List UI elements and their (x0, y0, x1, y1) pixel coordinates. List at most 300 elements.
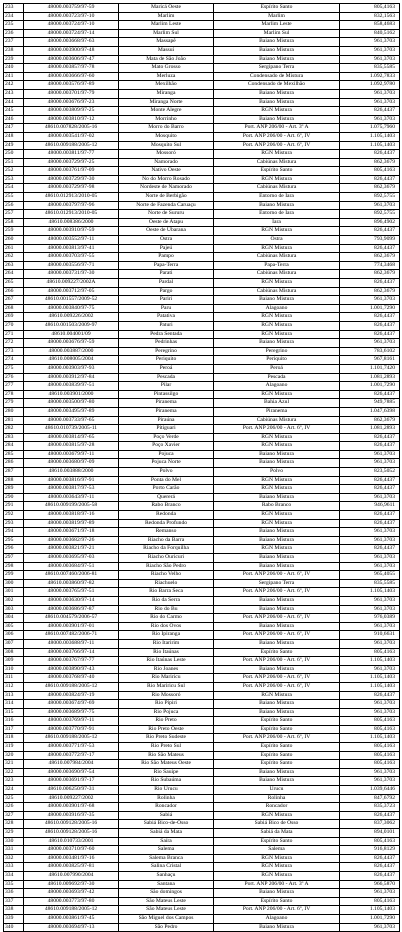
field-name: Riacho da Forquilha (119, 545, 214, 554)
table-row (4, 476, 400, 485)
process-number: 48000.003821/97-21 (24, 545, 119, 554)
table-row (4, 201, 400, 210)
price-value: 961,3703 (340, 622, 400, 631)
row-number: 250 (4, 150, 24, 159)
reference-crude: Port. ANP 206/00 - Art. 3º A (214, 880, 340, 889)
reference-crude: Ostra (214, 236, 340, 245)
field-name: Riacho da Barra (119, 536, 214, 545)
price-value: 1.092,7833 (340, 72, 400, 81)
process-number: 48000.003901/97-01 (24, 622, 119, 631)
row-number: 326 (4, 803, 24, 812)
table-row (4, 674, 400, 683)
field-name: Rio Preto (119, 717, 214, 726)
reference-crude: Sergipano Terra (214, 579, 340, 588)
table-row (4, 743, 400, 752)
reference-crude: RGN Mistura (214, 442, 340, 451)
reference-crude: Espírito Santo (214, 648, 340, 657)
price-value: 826,4437 (340, 871, 400, 880)
reference-crude: Marlim (214, 12, 340, 21)
row-number: 237 (4, 38, 24, 47)
process-number: 48000.003671/97-18 (24, 528, 119, 537)
price-value: 826,4437 (340, 511, 400, 520)
process-number: 48000.003495/97-89 (24, 407, 119, 416)
field-name: Rio Mariricu (119, 674, 214, 683)
field-name: Peregrino (119, 347, 214, 356)
reference-crude: Baiano Mistura (214, 450, 340, 459)
table-row (4, 356, 400, 365)
price-value: 826,4437 (340, 863, 400, 872)
field-name: Saíra (119, 837, 214, 846)
table-row (4, 12, 400, 21)
process-number: 48000.003686/97-87 (24, 605, 119, 614)
field-name: Roncador (119, 803, 214, 812)
row-number: 277 (4, 382, 24, 391)
row-number: 264 (4, 270, 24, 279)
field-name: Rio Pojuca (119, 708, 214, 717)
process-number: 48000.003693/97-42 (24, 889, 119, 898)
process-number: 48000.003861/97-45 (24, 914, 119, 923)
price-value: 1.105,1403 (340, 132, 400, 141)
process-number: 48000.003729/97-98 (24, 184, 119, 193)
table-row (4, 811, 400, 820)
reference-crude: Baiano Mistura (214, 55, 340, 64)
reference-crude: RGN Mistura (214, 545, 340, 554)
price-value: 910,6631 (340, 631, 400, 640)
table-row (4, 725, 400, 734)
price-value: 835,5585 (340, 64, 400, 73)
reference-crude: Espírito Santo (214, 743, 340, 752)
row-number: 233 (4, 4, 24, 13)
field-name: Papa-Terra (119, 261, 214, 270)
price-value: 826,4437 (340, 330, 400, 339)
process-number: 48610.010733/2001 (24, 837, 119, 846)
price-value: 961,3703 (340, 923, 400, 932)
table-row (4, 880, 400, 889)
reference-crude: Espírito Santo (214, 760, 340, 769)
table-row (4, 244, 400, 253)
price-value: 826,4437 (340, 175, 400, 184)
field-name: Pescada (119, 373, 214, 382)
reference-crude: Papa-Terra (214, 261, 340, 270)
reference-crude: Alagoano (214, 304, 340, 313)
table-row (4, 854, 400, 863)
field-name: Pojuca Norte (119, 459, 214, 468)
process-number: 48000.003900/97-48 (24, 46, 119, 55)
field-name: Rio Subaúma (119, 777, 214, 786)
reference-crude: Sabiá da Mata (214, 829, 340, 838)
price-value: 823,5052 (340, 468, 400, 477)
reference-crude: RGN Mistura (214, 811, 340, 820)
reference-crude: Port. ANP 206/00 - Art. 6º, IV (214, 674, 340, 683)
field-name: Miranga (119, 89, 214, 98)
field-name: Rio Urucu (119, 786, 214, 795)
price-value: 826,4437 (340, 227, 400, 236)
row-number: 297 (4, 554, 24, 563)
reference-crude: RGN Mistura (214, 330, 340, 339)
table-row (4, 786, 400, 795)
price-value: 961,3703 (340, 554, 400, 563)
field-name: Salema Branca (119, 854, 214, 863)
field-name: Pedra Sentada (119, 330, 214, 339)
reference-crude: Roncador (214, 803, 340, 812)
process-number: 48000.003674/97-69 (24, 700, 119, 709)
process-number: 48000.003679/97-11 (24, 450, 119, 459)
reference-crude: RGN Mistura (214, 691, 340, 700)
table-row (4, 270, 400, 279)
process-number: 48000.003817/97-53 (24, 485, 119, 494)
price-value: 783,6102 (340, 347, 400, 356)
row-number: 336 (4, 889, 24, 898)
price-value: 961,3703 (340, 768, 400, 777)
field-name: Patativa (119, 313, 214, 322)
row-number: 235 (4, 21, 24, 30)
row-number: 261 (4, 244, 24, 253)
process-number: 48000.003691/97-17 (24, 777, 119, 786)
row-number: 318 (4, 734, 24, 743)
reference-crude: Peroá (214, 364, 340, 373)
row-number: 300 (4, 579, 24, 588)
table-row (4, 399, 400, 408)
process-number: 48000.003676/97-23 (24, 98, 119, 107)
row-number: 272 (4, 339, 24, 348)
reference-crude: Baiano Mistura (214, 605, 340, 614)
row-number: 245 (4, 107, 24, 116)
table-row (4, 98, 400, 107)
field-name: Polvo (119, 468, 214, 477)
table-row (4, 734, 400, 743)
process-number: 48000.003824/97-19 (24, 691, 119, 700)
table-row (4, 519, 400, 528)
field-name: Porto Carão (119, 485, 214, 494)
row-number: 331 (4, 846, 24, 855)
process-number: 48000.003731/97-30 (24, 270, 119, 279)
reference-crude: Baiano Mistura (214, 777, 340, 786)
process-number: 48000.003840/97-75 (24, 304, 119, 313)
row-number: 308 (4, 648, 24, 657)
row-number: 311 (4, 674, 24, 683)
table-row (4, 390, 400, 399)
process-number: 48000.003813/97-41 (24, 244, 119, 253)
field-name: Rio São Mateus Oeste (119, 760, 214, 769)
field-name: Paturi (119, 321, 214, 330)
reference-crude: RGN Mistura (214, 871, 340, 880)
process-number: 48000.003541/97-02 (24, 132, 119, 141)
reference-crude: Piranema (214, 407, 340, 416)
process-number: 48610.007984/2004 (24, 760, 119, 769)
process-number: 48000.003701/97-79 (24, 89, 119, 98)
reference-crude: Baiano Mistura (214, 596, 340, 605)
price-value: 805,4163 (340, 760, 400, 769)
row-number: 306 (4, 631, 24, 640)
price-value: 793,9099 (340, 236, 400, 245)
field-name: Nordeste de Namorado (119, 184, 214, 193)
table-row (4, 502, 400, 511)
process-number: 48000.003810/97-12 (24, 115, 119, 124)
process-number: 48000.003552/97-11 (24, 236, 119, 245)
field-name: Piranema (119, 399, 214, 408)
field-name: Morro do Barro (119, 124, 214, 133)
reference-crude: Baiano Mistura (214, 339, 340, 348)
row-number: 304 (4, 614, 24, 623)
field-name: Riacho Ouricuri (119, 554, 214, 563)
process-number: 48610.009188/2005-12 (24, 141, 119, 150)
reference-crude: RGN Mistura (214, 244, 340, 253)
field-name: Pampo (119, 253, 214, 262)
price-value: 896,4902 (340, 218, 400, 227)
row-number: 243 (4, 89, 24, 98)
field-name: Marlim Leste (119, 21, 214, 30)
process-number: 48610.009188/2005-12 (24, 734, 119, 743)
table-row (4, 141, 400, 150)
price-value: 826,4437 (340, 150, 400, 159)
row-number: 287 (4, 468, 24, 477)
price-value: 961,3703 (340, 339, 400, 348)
reference-crude: Entorno de Iara (214, 193, 340, 202)
price-value: 805,4163 (340, 717, 400, 726)
row-number: 253 (4, 175, 24, 184)
price-value: 961,3703 (340, 89, 400, 98)
process-number: 48000.003666/97-60 (24, 72, 119, 81)
process-number: 48610.003888/2000 (24, 468, 119, 477)
process-number: 48000.003668/97-63 (24, 38, 119, 47)
price-value: 961,3703 (340, 55, 400, 64)
table-row (4, 906, 400, 915)
process-number: 48610.012913/2010-05 (24, 210, 119, 219)
row-number: 328 (4, 820, 24, 829)
price-value: 805,4163 (340, 751, 400, 760)
price-value: 840,5162 (340, 29, 400, 38)
row-number: 324 (4, 786, 24, 795)
process-number: 48610.004001/09 (24, 330, 119, 339)
row-number: 273 (4, 347, 24, 356)
process-number: 48610.007460/2006-81 (24, 571, 119, 580)
table-body (4, 4, 400, 932)
reference-crude: Baiano Mistura (214, 493, 340, 502)
price-value: 826,4437 (340, 545, 400, 554)
process-number: 48000.003710/97-60 (24, 846, 119, 855)
price-value: 961,3703 (340, 562, 400, 571)
field-name: Massapê (119, 38, 214, 47)
row-number: 293 (4, 519, 24, 528)
field-name: Rolinha (119, 794, 214, 803)
price-value: 961,3703 (340, 98, 400, 107)
row-number: 325 (4, 794, 24, 803)
field-name: Quererá (119, 493, 214, 502)
price-value: 1.105,1403 (340, 588, 400, 597)
price-value: 965,4055 (340, 571, 400, 580)
reference-crude: Baiano Mistura (214, 38, 340, 47)
reference-crude: Port. ANP 206/00 - Art. 6º, IV (214, 132, 340, 141)
row-number: 257 (4, 210, 24, 219)
price-value: 961,3703 (340, 665, 400, 674)
table-row (4, 605, 400, 614)
reference-crude: Espírito Santo (214, 837, 340, 846)
row-number: 285 (4, 450, 24, 459)
table-row (4, 614, 400, 623)
process-number: 48000.003809/97-25 (24, 107, 119, 116)
table-row (4, 914, 400, 923)
table-row (4, 55, 400, 64)
price-value: 805,4163 (340, 725, 400, 734)
reference-crude: Espírito Santo (214, 717, 340, 726)
row-number: 234 (4, 12, 24, 21)
field-name: Mosquito (119, 132, 214, 141)
reference-crude: Salema (214, 846, 340, 855)
process-number: 48610.007990/2004 (24, 871, 119, 880)
process-number: 48000.003724/97-10 (24, 21, 119, 30)
process-number: 48610.009226/2002 (24, 313, 119, 322)
reference-crude: Baiano Mistura (214, 115, 340, 124)
process-number: 48610.007482/2006-71 (24, 631, 119, 640)
row-number: 301 (4, 588, 24, 597)
price-value: 946,9611 (340, 502, 400, 511)
process-number: 48000.003684/97-51 (24, 562, 119, 571)
row-number: 268 (4, 304, 24, 313)
reference-crude: RGN Mistura (214, 150, 340, 159)
process-number: 48000.003769/97-11 (24, 717, 119, 726)
row-number: 251 (4, 158, 24, 167)
field-name: Poço Verde (119, 433, 214, 442)
price-value: 1.101,7420 (340, 364, 400, 373)
price-value: 1.081,2893 (340, 425, 400, 434)
price-value: 966,5870 (340, 880, 400, 889)
reference-crude: Baiano Mistura (214, 201, 340, 210)
row-number: 316 (4, 717, 24, 726)
field-name: Rio Itaúnas Leste (119, 657, 214, 666)
process-number: 48000.003814/97-65 (24, 433, 119, 442)
row-number: 330 (4, 837, 24, 846)
table-row (4, 72, 400, 81)
field-name: Pintassilgo (119, 390, 214, 399)
price-value: 1.092,9780 (340, 81, 400, 90)
row-number: 338 (4, 906, 24, 915)
field-name: Pitiguari (119, 425, 214, 434)
row-number: 294 (4, 528, 24, 537)
row-number: 259 (4, 227, 24, 236)
field-name: Rio Sauipe (119, 768, 214, 777)
price-value: 774,3468 (340, 261, 400, 270)
process-number: 48610.003901/2000 (24, 390, 119, 399)
reference-crude: Alagoano (214, 914, 340, 923)
price-value: 826,4437 (340, 321, 400, 330)
price-value: 1.105,1403 (340, 906, 400, 915)
table-row (4, 210, 400, 219)
price-value: 892,5755 (340, 193, 400, 202)
row-number: 249 (4, 141, 24, 150)
field-name: Namorado (119, 158, 214, 167)
process-number: 48000.003910/97-59 (24, 227, 119, 236)
process-number: 48610.009692/97-30 (24, 880, 119, 889)
process-number: 48000.003768/97-40 (24, 674, 119, 683)
field-name: Rio São Mateus (119, 751, 214, 760)
process-number: 48000.003606/97-47 (24, 55, 119, 64)
field-name: Rio Joanes (119, 665, 214, 674)
process-number: 48000.003694/97-13 (24, 923, 119, 932)
row-number: 244 (4, 98, 24, 107)
field-name: Oeste de Ubarana (119, 227, 214, 236)
process-number: 48000.003811/97-77 (24, 150, 119, 159)
field-name: Ponta do Mel (119, 476, 214, 485)
reference-crude: Marlim Leste (214, 21, 340, 30)
process-number: 48000.003676/97-59 (24, 339, 119, 348)
table-row (4, 425, 400, 434)
process-number: 48610.008386/2000 (24, 218, 119, 227)
reference-crude: Urucu (214, 786, 340, 795)
price-value: 961,3703 (340, 38, 400, 47)
process-number: 48610.009199/2005-58 (24, 502, 119, 511)
price-value: 805,4163 (340, 837, 400, 846)
table-row (4, 768, 400, 777)
price-value: 961,3703 (340, 115, 400, 124)
field-name: Piranema (119, 407, 214, 416)
row-number: 262 (4, 253, 24, 262)
field-name: Mato Grosso (119, 64, 214, 73)
table-row (4, 81, 400, 90)
reference-crude: Rabo Branco (214, 502, 340, 511)
table-row (4, 261, 400, 270)
row-number: 271 (4, 330, 24, 339)
reference-crude: Baiano Mistura (214, 528, 340, 537)
table-row (4, 545, 400, 554)
process-number: 48000.003630/97-14 (24, 596, 119, 605)
field-name: Pargo (119, 287, 214, 296)
table-row (4, 218, 400, 227)
field-name: Massuí (119, 46, 214, 55)
table-row (4, 631, 400, 640)
table-row (4, 708, 400, 717)
field-name: Rio Pipiri (119, 700, 214, 709)
row-number: 340 (4, 923, 24, 932)
process-number: 48610.009227/2002A (24, 279, 119, 288)
reference-crude: Espírito Santo (214, 167, 340, 176)
process-number: 48000.003767/97-77 (24, 657, 119, 666)
reference-crude: Espírito Santo (214, 751, 340, 760)
price-value: 1.075,7960 (340, 124, 400, 133)
price-value: 826,4437 (340, 244, 400, 253)
reference-crude: Baiano Mistura (214, 89, 340, 98)
row-number: 283 (4, 433, 24, 442)
reference-crude: Cabiúnas Mistura (214, 184, 340, 193)
field-name: Rio Ipiranga (119, 631, 214, 640)
price-value: 961,3703 (340, 889, 400, 898)
price-value: 961,3703 (340, 528, 400, 537)
reference-crude: Pescada (214, 373, 340, 382)
field-name: Sabiá da Mata (119, 829, 214, 838)
process-number: 48000.003680/97-09 (24, 459, 119, 468)
table-row (4, 296, 400, 305)
row-number: 319 (4, 743, 24, 752)
row-number: 320 (4, 751, 24, 760)
reference-crude: Baiano Mistura (214, 708, 340, 717)
price-value: 835,3723 (340, 803, 400, 812)
table-row (4, 450, 400, 459)
table-row (4, 837, 400, 846)
row-number: 281 (4, 416, 24, 425)
field-name: Norte de Berbigão (119, 193, 214, 202)
process-number: 48610.012913/2010-05 (24, 193, 119, 202)
price-value: 847,6792 (340, 794, 400, 803)
row-number: 323 (4, 777, 24, 786)
process-number: 48610.003860/97-82 (24, 579, 119, 588)
table-row (4, 21, 400, 30)
reference-crude: Espírito Santo (214, 725, 340, 734)
row-number: 275 (4, 364, 24, 373)
price-value: 805,4163 (340, 167, 400, 176)
reference-crude: RGN Mistura (214, 511, 340, 520)
process-number: 48000.003797/97-96 (24, 201, 119, 210)
price-value: 892,5755 (340, 210, 400, 219)
row-number: 303 (4, 605, 24, 614)
